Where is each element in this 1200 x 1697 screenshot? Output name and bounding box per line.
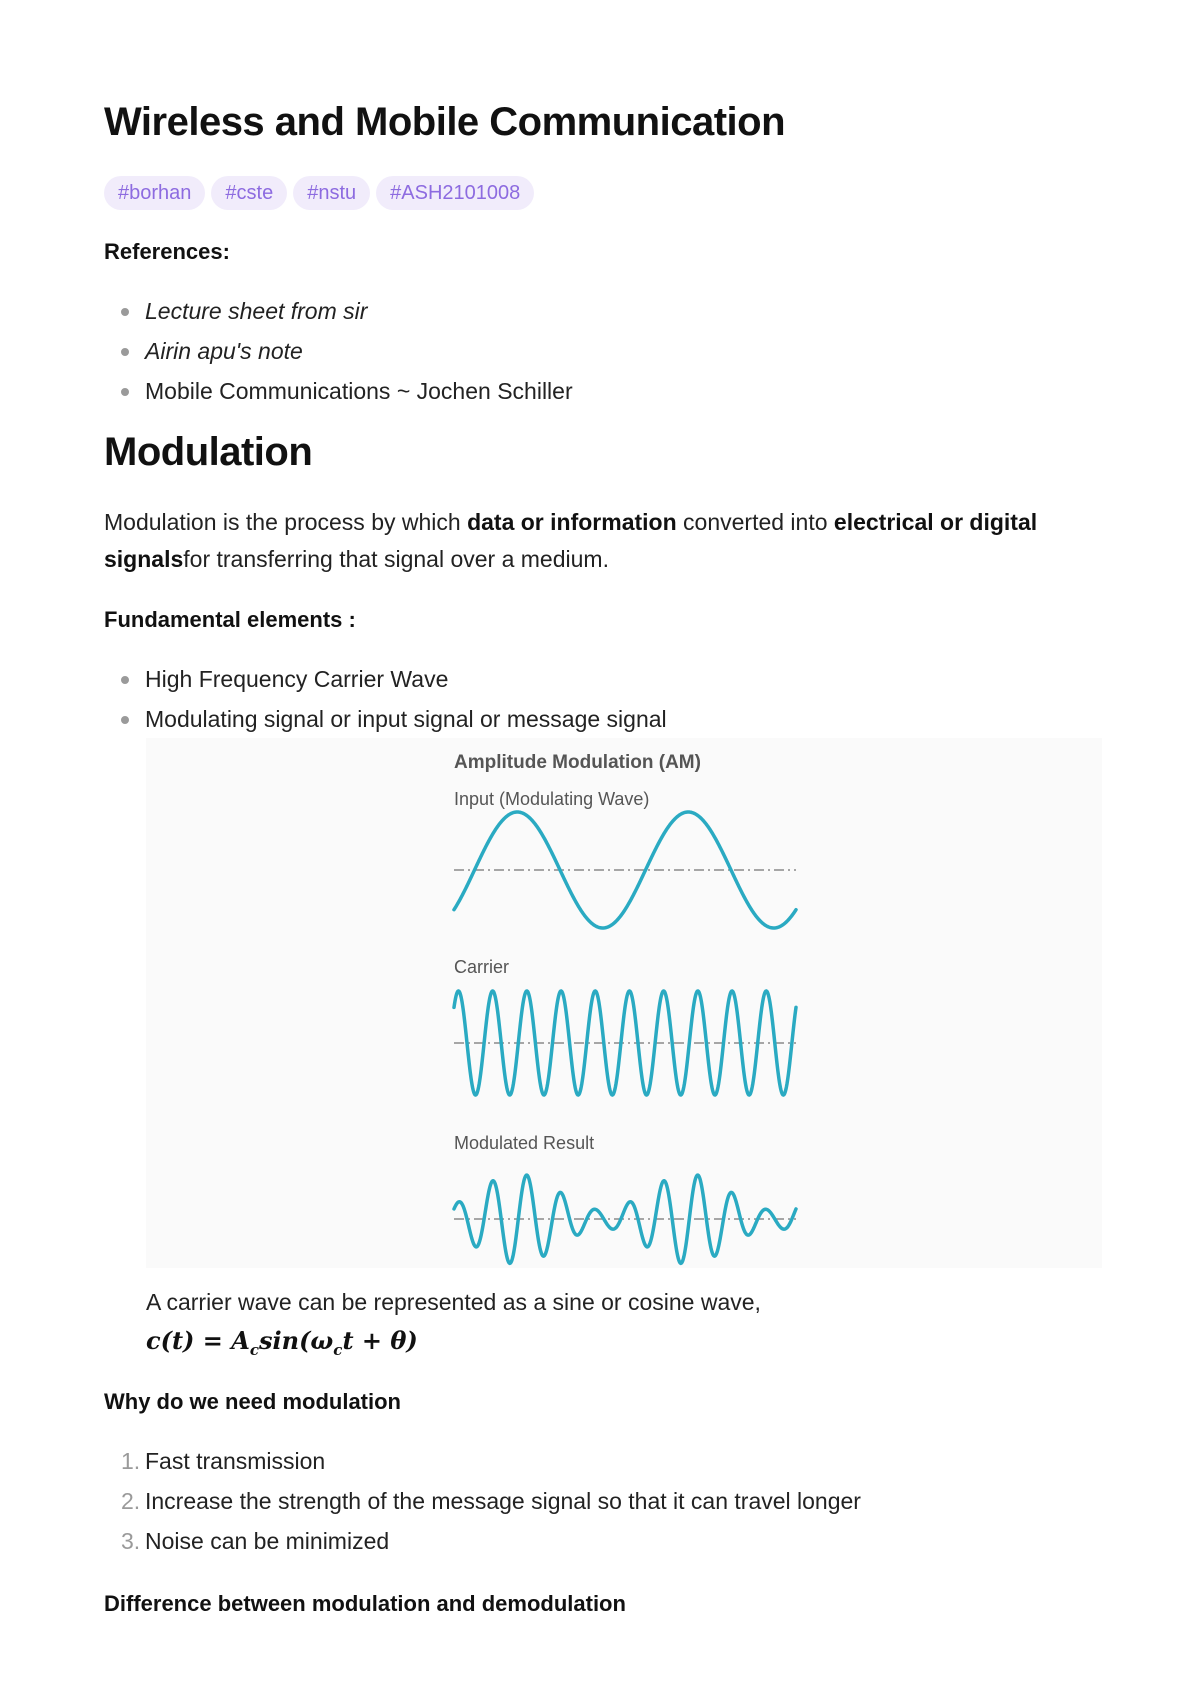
list-item: Lecture sheet from sir [104, 291, 573, 331]
tag-nstu[interactable]: #nstu [293, 176, 370, 210]
list-item: High Frequency Carrier Wave [104, 659, 667, 699]
tag-ash2101008[interactable]: #ASH2101008 [376, 176, 534, 210]
list-item: 2. Increase the strength of the message signal so that it can travel longer [121, 1488, 861, 1514]
modulation-definition: Modulation is the process by which data or information converted into electrical or digital signalsfor transferring that signal over a medium. [104, 509, 1038, 572]
carrier-wave [454, 991, 796, 1095]
bullet-icon [121, 388, 129, 396]
bullet-icon [121, 348, 129, 356]
difference-heading: Difference between modulation and demodulation [104, 1591, 626, 1616]
why-modulation-list [104, 1441, 861, 1561]
bullet-icon [121, 716, 129, 724]
modulated-wave [454, 1175, 796, 1263]
list-item: Airin apu's note [104, 331, 573, 371]
am-figure [146, 738, 1102, 1268]
fundamentals-list [104, 659, 667, 739]
modulated-result-label: Modulated Result [454, 1133, 595, 1153]
am-diagram [146, 738, 1102, 1268]
tag-cste[interactable]: #cste [211, 176, 287, 210]
bullet-icon [121, 676, 129, 684]
carrier-formula: $c(t) = A_c\sin(\omega_ct + \theta)$ [146, 1326, 418, 1359]
why-modulation-heading: Why do we need modulation [104, 1389, 401, 1414]
carrier-caption: A carrier wave can be represented as a sine or cosine wave, [146, 1289, 761, 1315]
references-list [104, 291, 573, 411]
fundamentals-heading: Fundamental elements : [104, 607, 356, 632]
references-heading: References: [104, 239, 230, 264]
list-item: 3. Noise can be minimized [121, 1528, 390, 1554]
carrier-wave-label: Carrier [454, 957, 510, 977]
tag-list [104, 176, 534, 210]
list-item: Modulating signal or input signal or message signal [104, 699, 667, 739]
input-wave-label: Input (Modulating Wave) [454, 789, 650, 809]
list-item: 1. Fast transmission [121, 1448, 326, 1474]
page-title: Wireless and Mobile Communication [104, 100, 786, 144]
bullet-icon [121, 308, 129, 316]
list-item: Mobile Communications ~ Jochen Schiller [104, 371, 573, 411]
tag-borhan[interactable]: #borhan [104, 176, 205, 210]
figure-title: Amplitude Modulation (AM) [454, 752, 701, 773]
section-title-modulation: Modulation [104, 430, 313, 474]
input-wave [454, 812, 796, 928]
